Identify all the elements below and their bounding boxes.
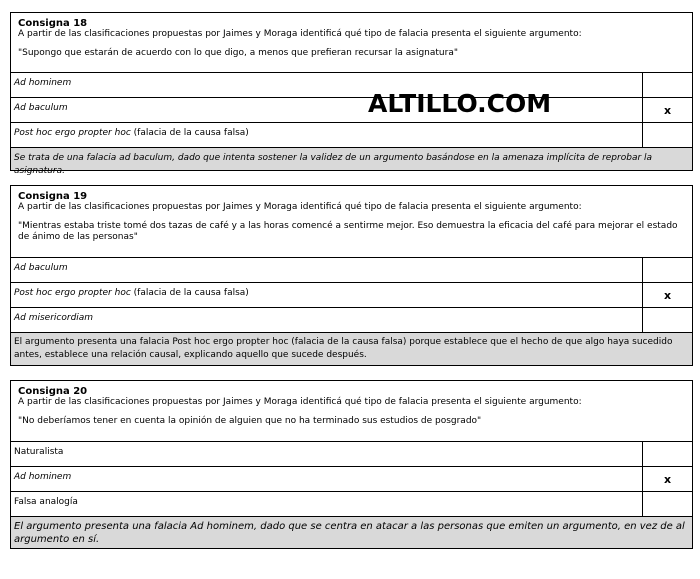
consigna-header: [11, 13, 692, 73]
consigna-title: Consigna 19: [18, 191, 88, 202]
option-mark: [643, 258, 692, 282]
option-mark: x: [663, 104, 672, 117]
consigna-18-block: [10, 12, 693, 176]
option-label: Falsa analogía: [14, 497, 78, 507]
option-row: [11, 258, 692, 283]
answer-explanation: El argumento presenta una falacia Ad hominem, dado que se centra en atacar a las personas que emiten un argumento, en vez de al argumento en sí.: [11, 517, 692, 548]
consigna-header: [11, 381, 692, 442]
option-mark: [643, 308, 692, 332]
option-label: Post hoc ergo propter hoc: [14, 288, 131, 298]
option-row: [11, 442, 692, 467]
option-suffix: (falacia de la causa falsa): [130, 288, 249, 298]
consigna-instruction: A partir de las clasificaciones propuestas por Jaimes y Moraga identificá qué tipo de falacia presenta el siguiente argumento:: [18, 397, 582, 407]
option-label: Ad misericordiam: [14, 313, 94, 323]
option-mark: [643, 442, 692, 466]
answer-explanation: El argumento presenta una falacia Post hoc ergo propter hoc (falacia de la causa falsa) porque establece que el hecho de que algo haya sucedido antes, establece una relación causal, explicando aquello que sucede después.: [11, 333, 692, 365]
option-mark: [643, 492, 692, 516]
option-row: [11, 467, 692, 492]
option-row: [11, 73, 692, 98]
option-row: [11, 492, 692, 517]
option-mark: [643, 73, 692, 97]
answer-explanation: Se trata de una falacia ad baculum, dado que intenta sostener la validez de un argumento basándose en la amenaza implícita de reprobar la asignatura.: [11, 148, 692, 170]
consigna-20-block: [10, 380, 693, 549]
option-row: [11, 283, 692, 308]
option-row: [11, 123, 692, 148]
option-label: Ad hominem: [14, 78, 72, 88]
option-row: [11, 98, 692, 123]
option-mark: x: [663, 473, 672, 486]
option-label: Naturalista: [14, 447, 64, 457]
consigna-argument: "No deberíamos tener en cuenta la opinión de alguien que no ha terminado sus estudios de posgrado": [18, 416, 482, 426]
option-row: [11, 308, 692, 333]
option-label: Post hoc ergo propter hoc: [14, 128, 131, 138]
option-mark: [643, 123, 692, 147]
consigna-instruction: A partir de las clasificaciones propuestas por Jaimes y Moraga identificá qué tipo de falacia presenta el siguiente argumento:: [18, 29, 582, 39]
consigna-header: [11, 186, 692, 258]
consigna-title: Consigna 18: [18, 18, 88, 29]
consigna-title: Consigna 20: [18, 386, 88, 397]
option-mark: x: [663, 289, 672, 302]
option-suffix: (falacia de la causa falsa): [130, 128, 249, 138]
consigna-instruction: A partir de las clasificaciones propuestas por Jaimes y Moraga identificá qué tipo de falacia presenta el siguiente argumento:: [18, 202, 582, 212]
watermark: ALTILLO.COM: [368, 89, 552, 118]
consigna-argument: "Mientras estaba triste tomé dos tazas de café y a las horas comencé a sentirme mejor. Eso demuestra la eficacia del café para mejorar el estado de ánimo de las personas": [18, 221, 678, 242]
option-label: Ad baculum: [14, 103, 68, 113]
consigna-argument: "Supongo que estarán de acuerdo con lo que digo, a menos que prefieran recursar la asignatura": [18, 48, 458, 58]
option-label: Ad hominem: [14, 472, 72, 482]
option-label: Ad baculum: [14, 263, 68, 273]
consigna-19-block: [10, 185, 693, 366]
